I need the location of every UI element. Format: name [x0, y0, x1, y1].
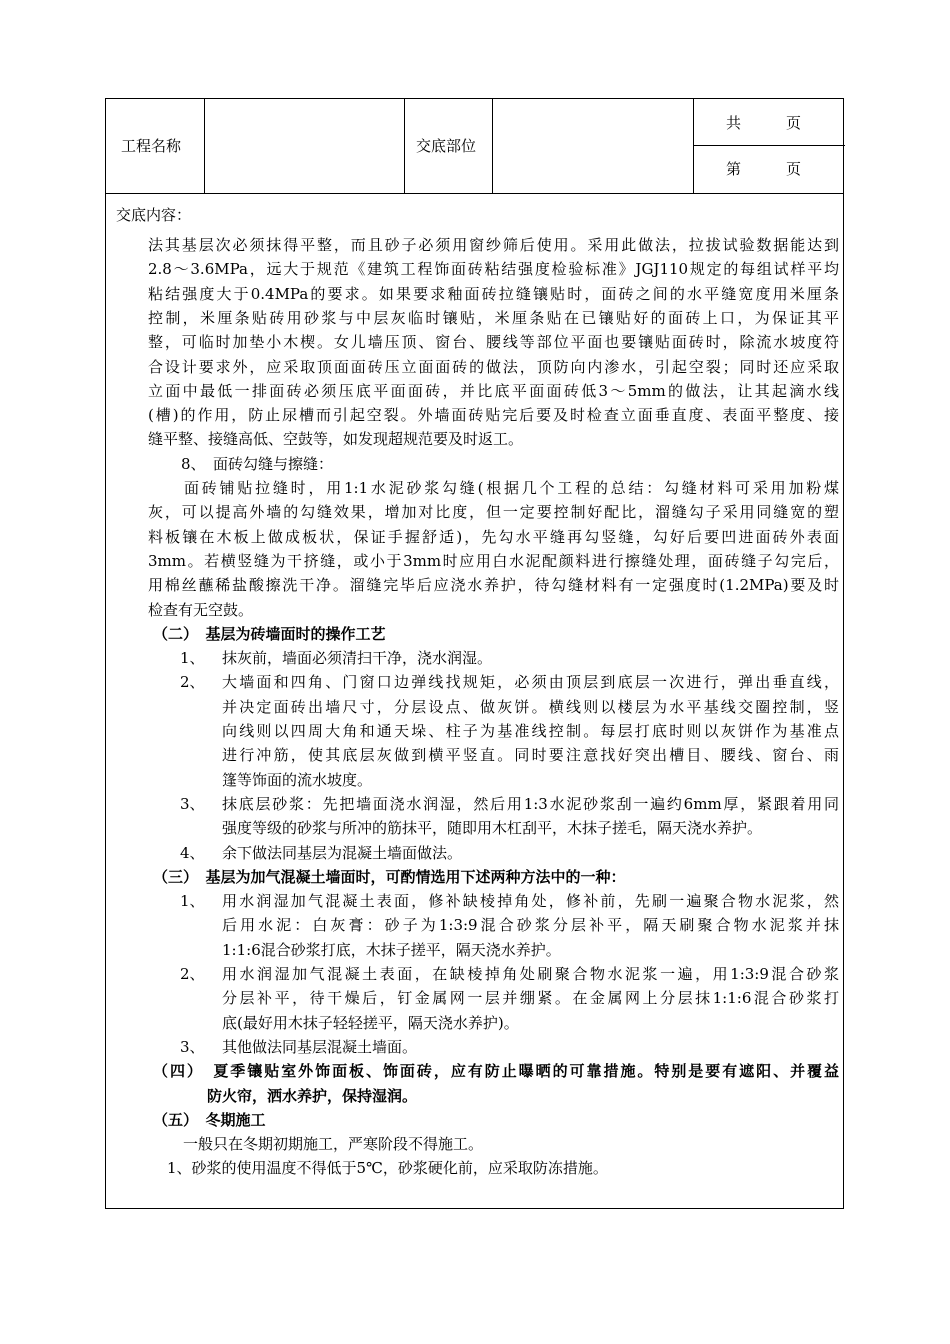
item-number: 4、: [180, 843, 205, 862]
divider: [693, 99, 694, 193]
total-pages-label: 共 页: [726, 114, 802, 132]
item-number: 1、: [180, 892, 205, 911]
section-heading: （五） 冬期施工: [153, 1110, 266, 1129]
section-heading: （二） 基层为砖墙面时的操作工艺: [153, 624, 386, 643]
text-line: 1:1:6混合砂浆打底，木抹子搓平，隔天浇水养护。: [222, 940, 561, 959]
text-line: 立面中最低一排面砖必须压底平面面砖，并比底平面面砖低3～5mm的做法，让其起滴水线: [148, 381, 839, 400]
item-number: 2、: [180, 965, 205, 983]
text-line: 用水润湿加气混凝土表面，在缺棱掉角处刷聚合物水泥浆一遍，用1:3:9混合砂浆: [222, 965, 839, 983]
text-line: 其他做法同基层混凝土墙面。: [222, 1037, 418, 1056]
text-line: 灰，可以提高外墙的勾缝效果，增加对比度，但一定要控制好配比，溜缝勾子采用同缝宽的塑: [148, 503, 839, 522]
item-number: 1、: [180, 649, 205, 668]
text-line: 检查有无空鼓。: [148, 600, 254, 619]
text-line: 粘结强度大于0.4MPa的要求。如果要求釉面砖拉缝镶贴时，面砖之间的水平缝宽度用米厘条: [148, 284, 839, 303]
text-line: 面砖铺贴拉缝时，用1:1水泥砂浆勾缝(根据几个工程的总结：勾缝材料可采用加粉煤: [184, 479, 839, 497]
text-line: 向线则以四周大角和通天垛、柱子为基准线控制。每层打底时则以灰饼作为基准点: [222, 722, 839, 740]
text-line: 余下做法同基层为混凝土墙面做法。: [222, 843, 463, 862]
text-line: 3mm。若横竖缝为干挤缝，或小于3mm时应用白水泥配颜料进行擦缝处理，面砖缝子勾完后，: [148, 551, 839, 570]
page-number-label: 第 页: [726, 160, 802, 178]
item-number: 3、: [180, 794, 205, 813]
location-label: 交底部位: [416, 137, 477, 155]
text-line: 进行冲筋，使其底层灰做到横平竖直。同时要注意找好突出槽目、腰线、窗台、雨: [222, 746, 839, 765]
section-heading: （四） 夏季镶贴室外饰面板、饰面砖，应有防止曝晒的可靠措施。特别是要有遮阳、并覆益: [153, 1062, 839, 1081]
text-line: 底(最好用木抹子轻轻搓平，隔天浇水养护)。: [222, 1013, 519, 1032]
text-line: 用水润湿加气混凝土表面，修补缺棱掉角处，修补前，先刷一遍聚合物水泥浆，然: [222, 892, 839, 911]
content-title: 交底内容：: [116, 206, 192, 224]
text-line: 法其基层次必须抹得平整，而且砂子必须用窗纱筛后使用。采用此做法，拉拔试验数据能达到: [148, 236, 839, 254]
text-line: 并决定面砖出墙尺寸，分层设点、做灰饼。横线则以楼层为水平基线交圈控制，竖: [222, 697, 839, 716]
text-line: 后用水泥：白灰膏：砂子为1:3:9混合砂浆分层补平，隔天刷聚合物水泥浆并抹: [222, 916, 839, 935]
project-name-label: 工程名称: [121, 137, 182, 155]
text-line: 料板镶在木板上做成板状，保证手握舒适)，先勾水平缝再勾竖缝，勾好后要凹进面砖外表面: [148, 527, 839, 546]
text-line: 用棉丝蘸稀盐酸擦洗干净。溜缝完毕后应浇水养护，待勾缝材料有一定强度时(1.2MPa)要及时: [148, 576, 839, 595]
divider: [492, 99, 493, 193]
text-line: 强度等级的砂浆与所冲的筋抹平，随即用木杠刮平，木抹子搓毛，隔天浇水养护。: [222, 819, 763, 838]
text-line: 一般只在冬期初期施工，严寒阶段不得施工。: [183, 1135, 484, 1154]
text-line: 大墙面和四角、门窗口边弹线找规矩，必须由顶层到底层一次进行，弹出垂直线，: [222, 673, 839, 692]
form-header: [106, 99, 843, 194]
text-line: 缝平整、接缝高低、空鼓等，如发现超规范要及时返工。: [148, 430, 524, 449]
disclosure-form: [105, 98, 844, 1209]
item-number: 3、: [180, 1037, 205, 1056]
text-line: 篷等饰面的流水坡度。: [222, 770, 373, 789]
item-number: 2、: [180, 673, 205, 692]
divider: [404, 99, 405, 193]
divider: [693, 145, 845, 146]
text-line: 抹灰前，墙面必须清扫干净，浇水润湿。: [222, 649, 493, 668]
text-line: 控制，米厘条贴砖用砂浆与中层灰临时镶贴，米厘条贴在已镶贴好的面砖上口，为保证其平: [148, 308, 839, 327]
section-heading: （三） 基层为加气混凝土墙面时，可酌情选用下述两种方法中的一种：: [153, 867, 626, 886]
divider: [204, 99, 205, 193]
text-line: 1、砂浆的使用温度不得低于5℃，砂浆硬化前，应采取防冻措施。: [167, 1159, 608, 1178]
text-line: 分层补平，待干燥后，钉金属网一层并绷紧。在金属网上分层抹1:1:6混合砂浆打: [222, 989, 839, 1008]
text-line: 抹底层砂浆：先把墙面浇水润湿，然后用1:3水泥砂浆刮一遍约6mm厚，紧跟着用同: [222, 794, 839, 813]
text-line: 合设计要求外，应采取顶面面砖压立面面砖的做法，顶防向内渗水，引起空裂；同时还应采取: [148, 357, 839, 376]
text-line: 整，可临时加垫小木楔。女儿墙压顶、窗台、腰线等部位平面也要镶贴面砖时，除流水坡度符: [148, 333, 839, 352]
text-line: (槽)的作用，防止尿槽而引起空裂。外墙面砖贴完后要及时检查立面垂直度、表面平整度、接: [148, 406, 839, 425]
text-line: 2.8～3.6MPa，远大于规范《建筑工程饰面砖粘结强度检验标准》JGJ110规定的每组试样平均: [148, 260, 839, 279]
section-heading: 防火帘，洒水养护，保持湿润。: [207, 1086, 418, 1105]
item-heading: 8、 面砖勾缝与擦缝：: [181, 454, 334, 473]
